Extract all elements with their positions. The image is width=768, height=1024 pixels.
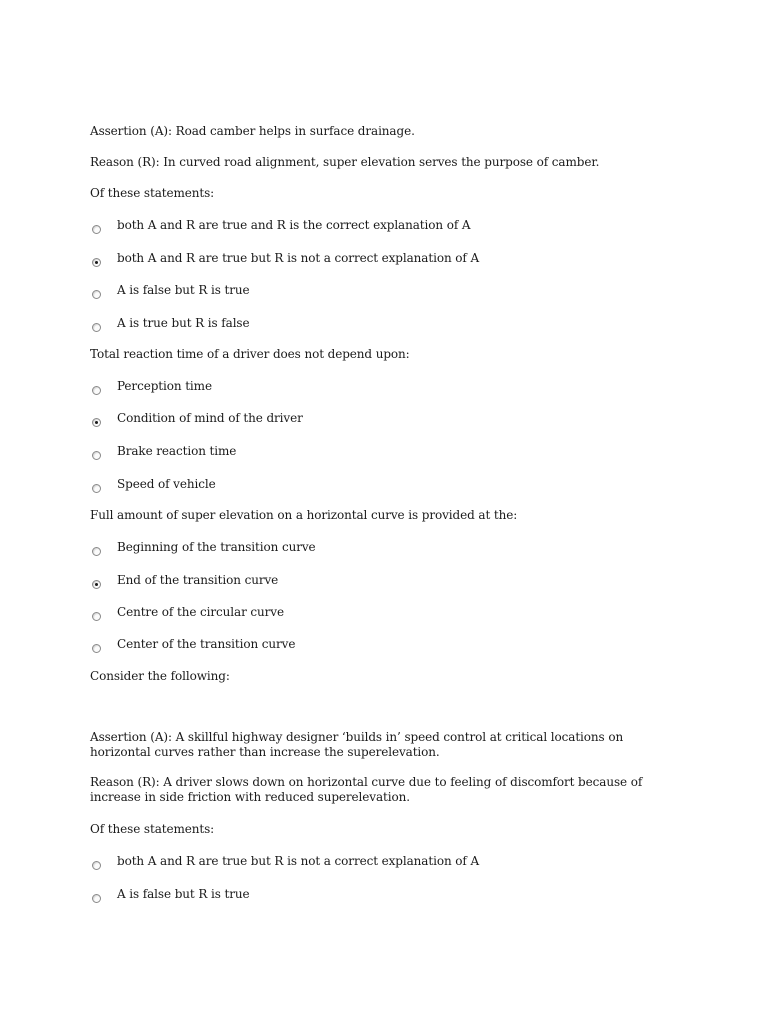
q4-stem: Of these statements: xyxy=(90,822,215,836)
q1-option-2[interactable] xyxy=(92,251,480,267)
radio-button[interactable] xyxy=(92,644,101,653)
radio-button[interactable] xyxy=(92,290,101,299)
q3-question: Full amount of super elevation on a horizontal curve is provided at the: xyxy=(90,508,518,522)
radio-button[interactable] xyxy=(92,386,101,395)
radio-button[interactable] xyxy=(92,547,101,556)
option-label: Perception time xyxy=(117,379,212,393)
radio-button[interactable] xyxy=(92,484,101,493)
radio-button[interactable] xyxy=(92,225,101,234)
radio-button[interactable] xyxy=(92,451,101,460)
radio-button-selected[interactable] xyxy=(92,580,101,589)
q2-option-3[interactable] xyxy=(92,444,237,460)
option-label: both A and R are true but R is not a correct explanation of A xyxy=(117,251,480,265)
option-label: Center of the transition curve xyxy=(117,637,296,651)
option-label: A is true but R is false xyxy=(117,316,250,330)
q2-option-4[interactable] xyxy=(92,477,216,493)
q4-option-1[interactable] xyxy=(92,854,480,870)
q1-option-1[interactable] xyxy=(92,218,471,234)
q1-stem: Of these statements: xyxy=(90,186,215,200)
q2-option-1[interactable] xyxy=(92,379,212,395)
option-label: Centre of the circular curve xyxy=(117,605,284,619)
radio-button[interactable] xyxy=(92,612,101,621)
option-label: A is false but R is true xyxy=(117,283,250,297)
q1-reason: Reason (R): In curved road alignment, super elevation serves the purpose of camber. xyxy=(90,155,600,169)
q3-option-1[interactable] xyxy=(92,540,316,556)
option-label: both A and R are true and R is the correct explanation of A xyxy=(117,218,471,232)
q4-intro: Consider the following: xyxy=(90,669,230,683)
q2-question: Total reaction time of a driver does not depend upon: xyxy=(90,347,410,361)
q1-option-3[interactable] xyxy=(92,283,250,299)
q2-option-2[interactable] xyxy=(92,411,303,427)
q3-option-4[interactable] xyxy=(92,637,296,653)
radio-button[interactable] xyxy=(92,323,101,332)
radio-button[interactable] xyxy=(92,861,101,870)
option-label: Speed of vehicle xyxy=(117,477,216,491)
q1-assertion: Assertion (A): Road camber helps in surface drainage. xyxy=(90,124,415,138)
q3-option-3[interactable] xyxy=(92,605,284,621)
radio-button-selected[interactable] xyxy=(92,418,101,427)
radio-button[interactable] xyxy=(92,894,101,903)
option-label: Condition of mind of the driver xyxy=(117,411,303,425)
q4-assertion: Assertion (A): A skillful highway designer ‘builds in’ speed control at critical locations on horizontal curves rather than increase the superelevation. xyxy=(90,730,624,759)
q1-option-4[interactable] xyxy=(92,316,250,332)
option-label: both A and R are true but R is not a correct explanation of A xyxy=(117,854,480,868)
option-label: A is false but R is true xyxy=(117,887,250,901)
q3-option-2[interactable] xyxy=(92,573,279,589)
q4-option-2[interactable] xyxy=(92,887,250,903)
option-label: Brake reaction time xyxy=(117,444,237,458)
q4-reason: Reason (R): A driver slows down on horizontal curve due to feeling of discomfort because of increase in side friction with reduced superelevation. xyxy=(90,775,643,804)
radio-button-selected[interactable] xyxy=(92,258,101,267)
option-label: End of the transition curve xyxy=(117,573,279,587)
option-label: Beginning of the transition curve xyxy=(117,540,316,554)
